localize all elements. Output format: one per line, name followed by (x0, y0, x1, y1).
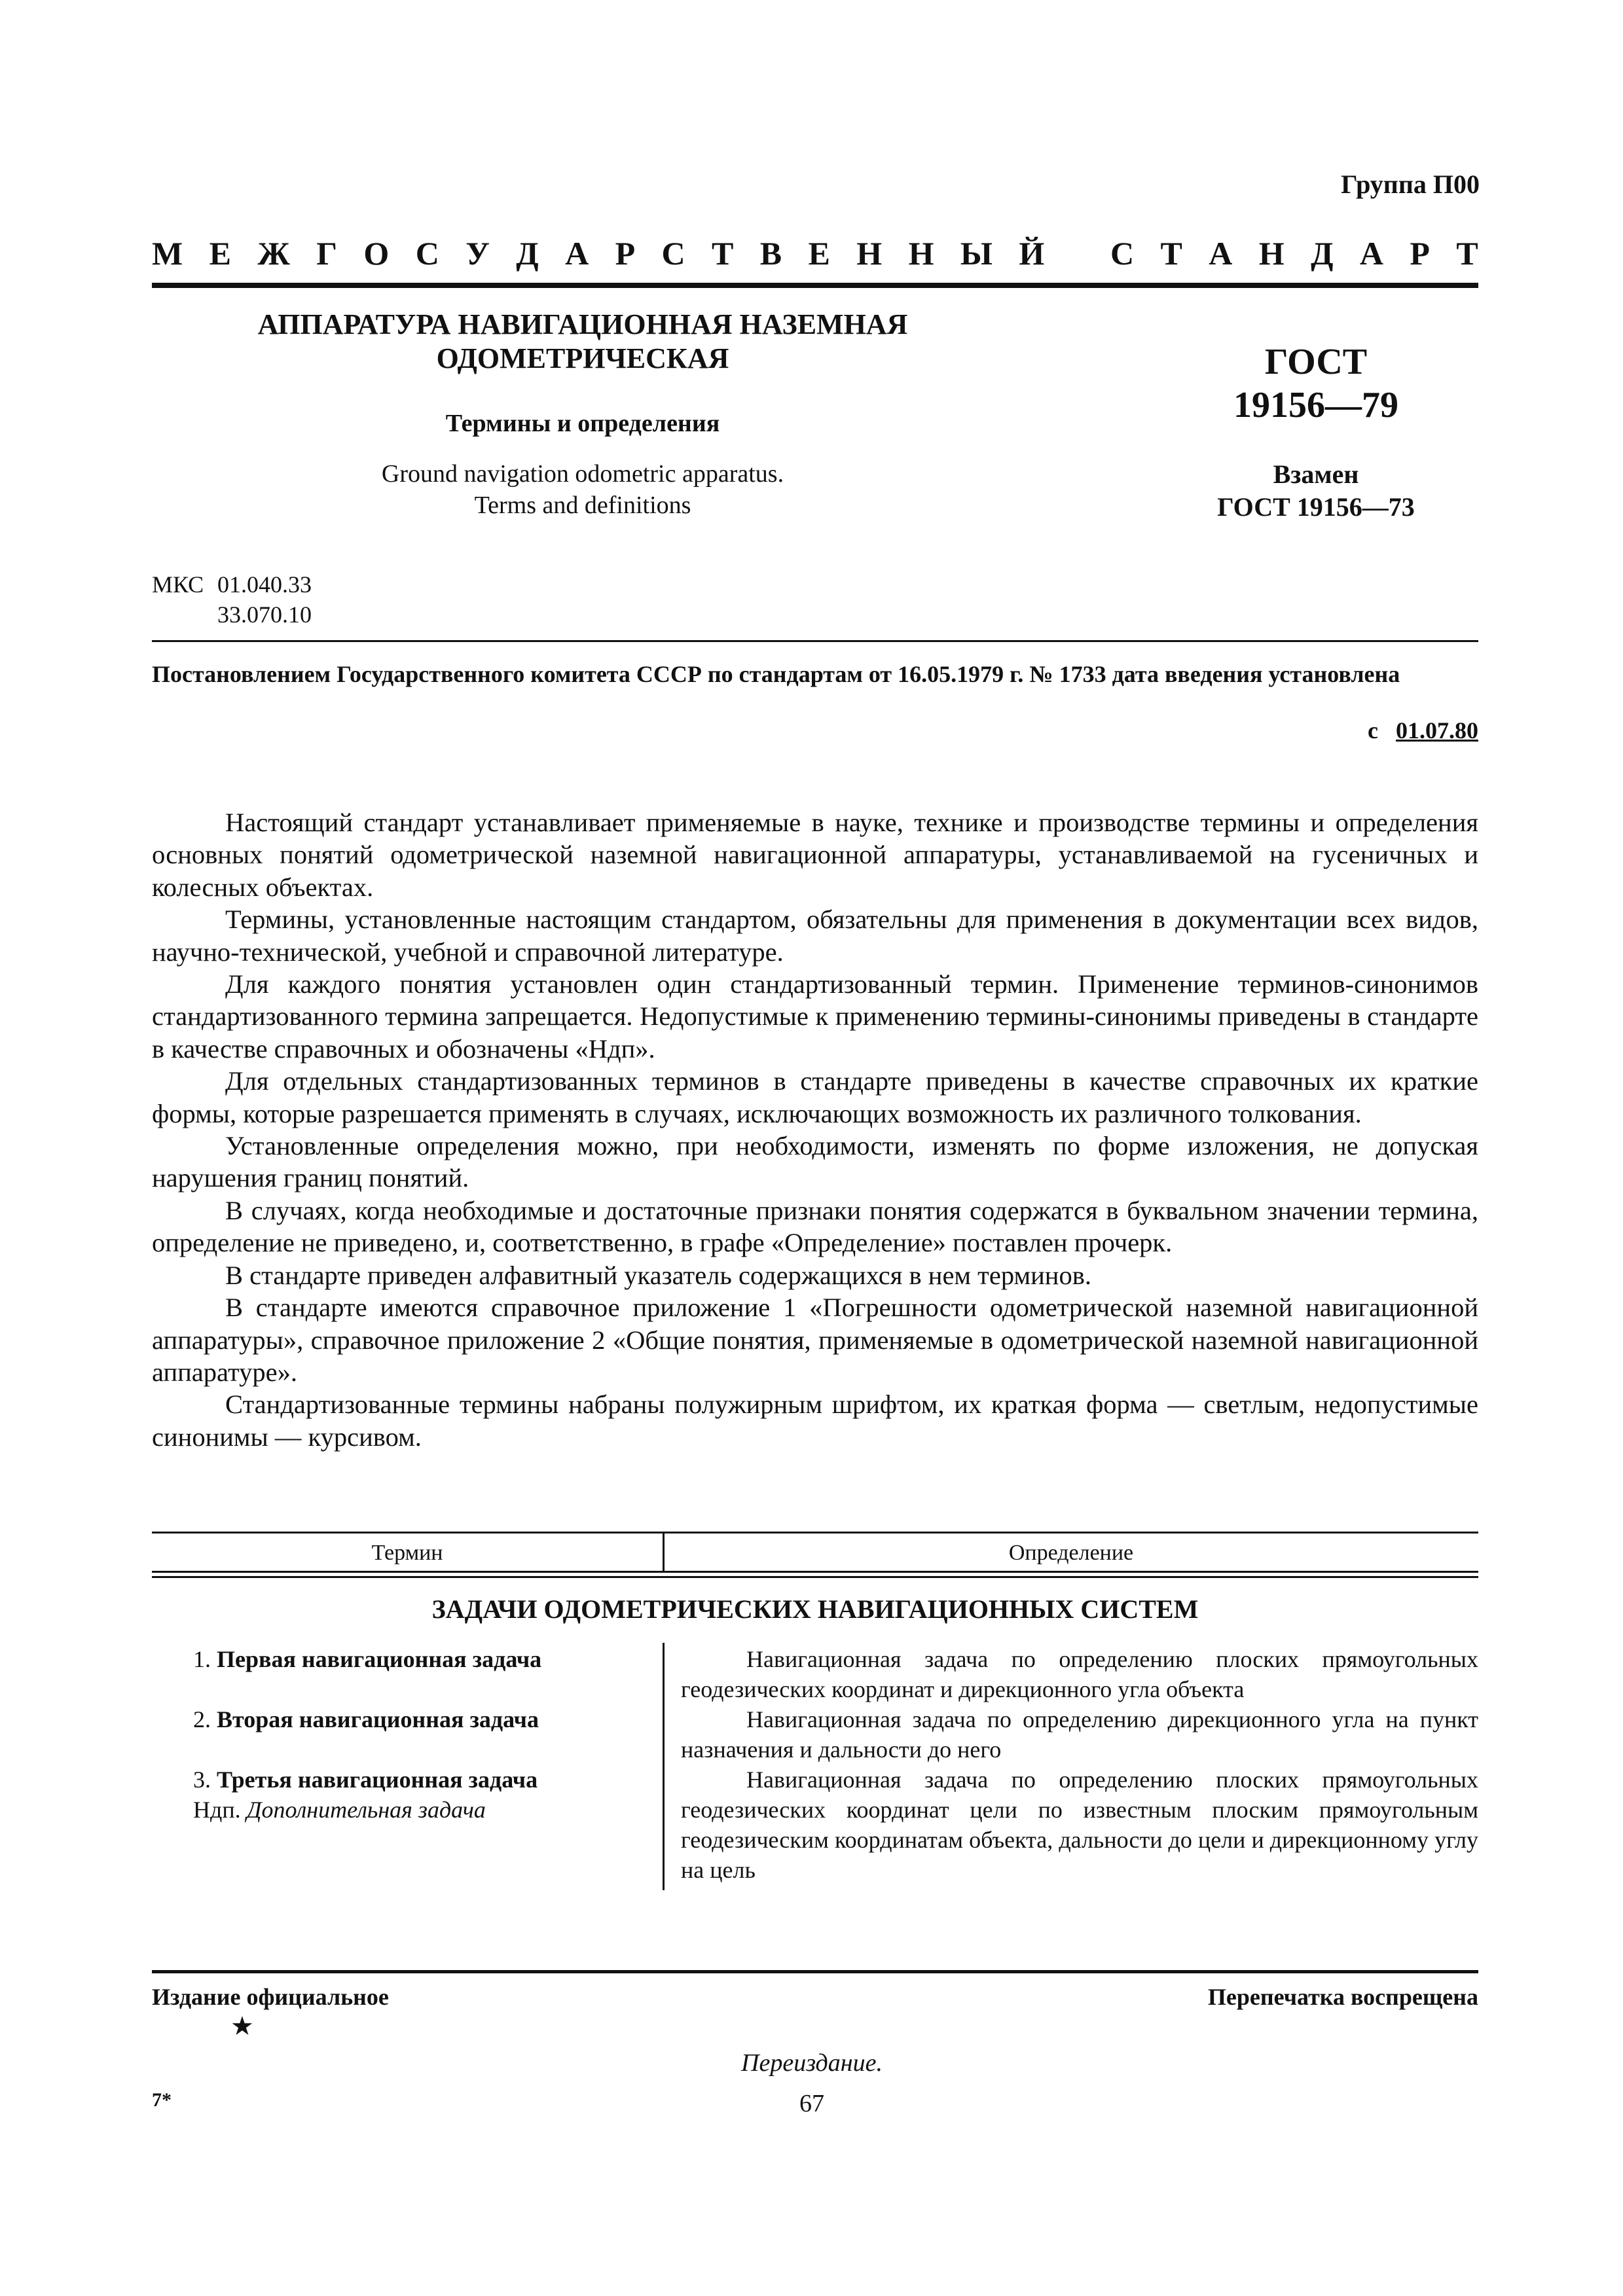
header-letter: Р (1410, 235, 1430, 272)
paragraph: Для отдельных стандартизованных терминов в стандарте приведены в качестве справочных их краткие формы, которые разрешается применять в случаях, исключающих возможность их различного толкования. (152, 1066, 1478, 1128)
footer-rule (152, 1970, 1478, 1973)
term-name: Третья навигационная задача (217, 1767, 538, 1793)
header-letter: Е (808, 235, 830, 272)
paragraph: Для каждого понятия установлен один стандартизованный термин. Применение терминов-синонимов стандартизованного термина запрещается. Недопустимые к применению термины-синонимы приведены в стандарте в качестве справочных и обозначены «Ндп». (152, 969, 1478, 1064)
table-top-rule (152, 1532, 1478, 1534)
header-letter: М (152, 235, 183, 272)
header-letter: Г (316, 235, 337, 272)
term-name: Первая навигационная задача (217, 1646, 542, 1672)
interstate-standard-header (152, 234, 1478, 272)
term-entry (193, 1765, 538, 1825)
mks-code: 33.070.10 (217, 601, 312, 628)
term-entry (193, 1644, 541, 1674)
term-number: 3. (193, 1767, 211, 1793)
paragraph: Стандартизованные термины набраны полужирным шрифтом, их краткая форма — светлым, недопустимые синонимы — курсивом. (152, 1390, 1478, 1452)
title-line-1: АППАРАТУРА НАВИГАЦИОННАЯ НАЗЕМНАЯ (257, 308, 908, 340)
decree-date (1277, 717, 1478, 744)
gost-number: 19156—79 (1233, 385, 1398, 425)
header-letter: Н (908, 235, 934, 272)
header-letter: Т (1456, 235, 1478, 272)
page-number: 67 (799, 2090, 824, 2117)
header-gap (1071, 234, 1084, 272)
english-title (249, 458, 917, 521)
term-definition: Навигационная задача по определению плоских прямоугольных геодезических координат цели по известным плоским прямоугольным геодезическим координатам объекта, дальности до цели и дирекционному углу на цель (681, 1767, 1478, 1883)
header-letter: А (565, 235, 589, 272)
table-header-rule (152, 1571, 1478, 1573)
header-letter: С (415, 235, 439, 272)
document-title (249, 308, 917, 376)
term-definition: Навигационная задача по определению плоских прямоугольных геодезических координат и дирекционного угла объекта (681, 1646, 1478, 1702)
header-letter: Й (1019, 235, 1045, 272)
table-header (152, 1535, 1478, 1570)
paragraph: Установленные определения можно, при необходимости, изменять по форме изложения, не допуская нарушения границ понятий. (152, 1131, 1478, 1193)
header-letter: Т (1160, 235, 1182, 272)
header-letter: Р (615, 235, 636, 272)
header-letter: Е (209, 235, 231, 272)
table-header-rule (152, 1576, 1478, 1578)
reprint-prohibited: Перепечатка воспрещена (1207, 1984, 1478, 2010)
mks-label: МКС (152, 571, 204, 598)
paragraph: В случаях, когда необходимые и достаточные признаки понятия содержатся в буквальном значении термина, определение не приведено, и, соответственно, в графе «Определение» поставлен прочерк. (152, 1195, 1478, 1258)
header-letter: Т (712, 235, 734, 272)
term-number: 1. (193, 1646, 211, 1672)
reissue-note: Переиздание. (741, 2049, 883, 2077)
ndp-label: Ндп. (193, 1797, 241, 1823)
header-letter: А (1209, 235, 1233, 272)
body-text (152, 806, 1478, 1453)
title-line-2: ОДОМЕТРИЧЕСКАЯ (436, 342, 729, 374)
term-entry (193, 1704, 539, 1734)
replace-label: Взамен (1273, 459, 1359, 489)
mks-code: 01.040.33 (217, 571, 312, 598)
decree-text: Постановлением Государственного комитета СССР по стандартам от 16.05.1979 г. № 1733 дата введения установлена (152, 661, 1400, 687)
english-title-line-2: Terms and definitions (474, 492, 691, 519)
table-header-divider (663, 1532, 665, 1572)
star-icon: ★ (230, 2011, 254, 2041)
header-letter: С (1110, 235, 1135, 272)
document-subtitle: Термины и определения (445, 410, 720, 437)
official-edition: Издание официальное (152, 1984, 389, 2010)
ndp-synonym: Дополнительная задача (246, 1797, 486, 1823)
gost-designation (1165, 340, 1467, 427)
paragraph: Термины, установленные настоящим стандартом, обязательны для применения в документации всех видов, научно-технической, учебной и справочной литературе. (152, 905, 1478, 967)
english-title-line-1: Ground navigation odometric apparatus. (381, 460, 784, 488)
header-letter: У (465, 235, 490, 272)
group-code: Группа П00 (1341, 170, 1480, 199)
sheet-mark: 7* (152, 2089, 172, 2111)
header-letter: Д (1311, 235, 1334, 272)
term-name: Вторая навигационная задача (217, 1706, 539, 1732)
header-letter: С (661, 235, 685, 272)
paragraph: В стандарте приведен алфавитный указатель содержащихся в нем терминов. (225, 1260, 1091, 1290)
table-column-divider (663, 1643, 665, 1890)
effective-date: 01.07.80 (1396, 717, 1478, 744)
section-heading: ЗАДАЧИ ОДОМЕТРИЧЕСКИХ НАВИГАЦИОННЫХ СИСТЕМ (431, 1594, 1199, 1624)
paragraph: В стандарте имеются справочное приложение 1 «Погрешности одометрической наземной навигационной аппаратуры», справочное приложение 2 «Общие понятия, применяемые в одометрической наземной навигационной аппаратуре». (152, 1293, 1478, 1387)
mks-code-list (217, 569, 312, 630)
paragraph: Настоящий стандарт устанавливает применяемые в науке, технике и производстве термины и определения основных понятий одометрической наземной навигационной аппаратуры, устанавливаемой на гусеничных и колесных объектах. (152, 808, 1478, 902)
header-letter: А (1359, 235, 1383, 272)
decree-from: с (1368, 717, 1378, 744)
gost-label: ГОСТ (1264, 342, 1368, 382)
header-letter: Ы (960, 235, 993, 272)
header-letter: Н (1258, 235, 1285, 272)
column-header-term: Термин (371, 1541, 443, 1565)
mks-rule (152, 640, 1478, 642)
header-letter: О (363, 235, 390, 272)
header-letter: Н (856, 235, 883, 272)
header-letter: Ж (257, 235, 290, 272)
column-header-definition: Определение (1008, 1541, 1134, 1565)
replace-number: ГОСТ 19156—73 (1217, 492, 1415, 522)
term-definition: Навигационная задача по определению дирекционного угла на пункт назначения и дальности до него (681, 1706, 1478, 1763)
gost-replaces (1165, 458, 1467, 524)
term-number: 2. (193, 1706, 211, 1732)
mks-codes (152, 569, 312, 628)
header-letter: В (759, 235, 782, 272)
header-rule (152, 283, 1478, 288)
header-letter: Д (516, 235, 539, 272)
